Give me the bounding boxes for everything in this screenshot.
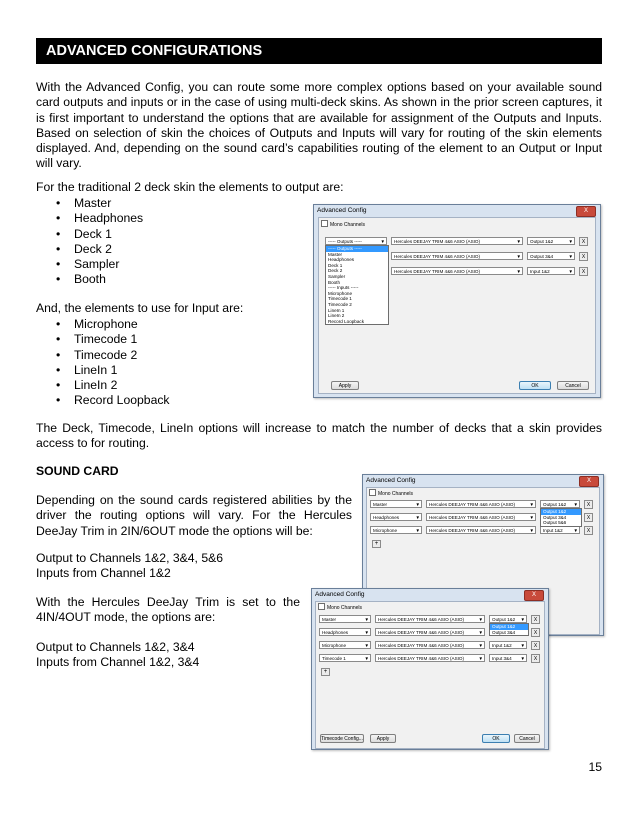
- list-item: • Deck 2: [56, 241, 112, 256]
- intro-paragraph: With the Advanced Config, you can route some more complex options based on your available sound card outputs and inputs or in the case of using multi-deck skins. As shown in the prior screen captures, it is first important to understand the options that are available for assignment of the Outputs and Inputs. Based on selection of skin the choices of Outputs and Inputs will vary for routing of the skin elements displayed. And, depending on the sound card’s capabilities routing of the element to an Output or Input will vary.: [36, 80, 602, 171]
- element-dropdown-list: [325, 245, 389, 325]
- dropdown-option[interactable]: Microphone: [328, 290, 353, 296]
- device-select[interactable]: Hercules DEEJAY TRIM 4&6 ASIO (ASIO) ▼: [391, 237, 523, 245]
- list-item: • Record Loopback: [56, 393, 170, 408]
- close-button[interactable]: X: [576, 206, 596, 217]
- remove-row-button[interactable]: X: [584, 526, 593, 535]
- channel-select[interactable]: Output 1&2 ▼: [489, 615, 527, 623]
- advanced-config-dialog: [311, 588, 549, 750]
- dropdown-option[interactable]: Deck 1: [328, 262, 343, 268]
- list-item: • LineIn 2: [56, 378, 118, 393]
- dropdown-option[interactable]: Master: [328, 251, 343, 257]
- mono-channels-checkbox[interactable]: Mono Channels: [318, 603, 362, 612]
- ok-button[interactable]: OK: [482, 734, 510, 743]
- section-header: ADVANCED CONFIGURATIONS: [36, 38, 602, 64]
- list-item: • Sampler: [56, 257, 120, 272]
- element-select[interactable]: Microphone ▼: [370, 526, 422, 534]
- element-select[interactable]: Microphone ▼: [319, 641, 371, 649]
- dropdown-option[interactable]: Output 1&2: [541, 509, 581, 515]
- deck-note: The Deck, Timecode, LineIn options will increase to match the number of decks that a skin provides access to for routing.: [36, 421, 602, 451]
- dropdown-option[interactable]: Headphones: [328, 257, 355, 263]
- dropdown-option[interactable]: Output 1&2: [490, 624, 528, 630]
- remove-row-button[interactable]: X: [584, 500, 593, 509]
- list-item: • Microphone: [56, 317, 138, 331]
- device-select[interactable]: Hercules DEEJAY TRIM 4&6 ASIO (ASIO) ▼: [375, 628, 485, 636]
- advanced-config-dialog: [313, 204, 601, 398]
- timecode-config-button[interactable]: Timecode Config...: [321, 736, 363, 742]
- element-select[interactable]: Master ▼: [319, 615, 371, 623]
- device-select[interactable]: Hercules DEEJAY TRIM 4&6 ASIO (ASIO) ▼: [375, 615, 485, 623]
- add-row-button[interactable]: +: [372, 540, 381, 548]
- remove-row-button[interactable]: X: [579, 252, 588, 261]
- sound-card-line: Inputs from Channel 1&2, 3&4: [36, 655, 200, 669]
- dropdown-option[interactable]: ----- Inputs -----: [328, 285, 359, 291]
- dialog-body: [318, 217, 596, 394]
- list-item: • Deck 1: [56, 226, 112, 241]
- channel-select[interactable]: Input 1&2 ▼: [527, 267, 575, 275]
- dialog-title: Advanced Config: [317, 207, 367, 214]
- remove-row-button[interactable]: X: [531, 641, 540, 650]
- list-item: • Headphones: [56, 211, 144, 226]
- dropdown-option[interactable]: Timecode 2: [328, 301, 352, 307]
- sound-card-paragraph: With the Hercules DeeJay Trim is set to the 4IN/4OUT mode, the options are:: [36, 595, 300, 625]
- channel-select[interactable]: Output 1&2 ▼: [540, 500, 580, 508]
- remove-row-button[interactable]: X: [579, 237, 588, 246]
- dialog-body: [315, 601, 545, 749]
- input-intro: And, the elements to use for Input are:: [36, 301, 244, 315]
- channel-select[interactable]: Input 1&2 ▼: [489, 641, 527, 649]
- ok-button[interactable]: OK: [519, 381, 551, 390]
- remove-row-button[interactable]: X: [531, 615, 540, 624]
- mono-channels-checkbox[interactable]: Mono Channels: [369, 489, 413, 498]
- list-item: • Booth: [56, 272, 106, 287]
- mono-channels-checkbox[interactable]: Mono Channels: [321, 220, 365, 229]
- sound-card-line: Inputs from Channel 1&2: [36, 566, 171, 580]
- element-select[interactable]: Master ▼: [370, 500, 422, 508]
- close-button[interactable]: X: [524, 590, 544, 601]
- device-select[interactable]: Hercules DEEJAY TRIM 4&6 ASIO (ASIO) ▼: [426, 513, 536, 521]
- list-item: • Timecode 2: [56, 347, 138, 362]
- channel-dropdown-list: [489, 623, 529, 636]
- output-intro: For the traditional 2 deck skin the elements to output are:: [36, 180, 344, 194]
- list-item: • Master: [56, 196, 112, 210]
- dropdown-option[interactable]: Output 5&6: [543, 520, 567, 526]
- channel-select[interactable]: Input 1&2 ▼: [540, 526, 580, 534]
- device-select[interactable]: Hercules DEEJAY TRIM 4&6 ASIO (ASIO) ▼: [391, 267, 523, 275]
- remove-row-button[interactable]: X: [531, 628, 540, 637]
- element-select[interactable]: ----- Outputs ----- ▼: [325, 237, 387, 245]
- device-select[interactable]: Hercules DEEJAY TRIM 4&6 ASIO (ASIO) ▼: [375, 654, 485, 662]
- dialog-title: Advanced Config: [366, 477, 416, 484]
- element-select[interactable]: Timecode 1 ▼: [319, 654, 371, 662]
- channel-select[interactable]: Output 1&2 ▼: [527, 237, 575, 245]
- dropdown-option[interactable]: Sampler: [328, 273, 346, 279]
- dropdown-option[interactable]: Output 3&4: [543, 514, 567, 520]
- list-item: • LineIn 1: [56, 362, 118, 377]
- dropdown-option[interactable]: Timecode 1: [328, 296, 352, 302]
- remove-row-button[interactable]: X: [579, 267, 588, 276]
- apply-button[interactable]: Apply: [370, 734, 396, 743]
- dropdown-option[interactable]: ----- Outputs -----: [326, 246, 388, 252]
- page-number: 15: [588, 760, 602, 774]
- channel-dropdown-list: [540, 508, 582, 527]
- dropdown-option[interactable]: Output 3&4: [492, 629, 516, 635]
- device-select[interactable]: Hercules DEEJAY TRIM 4&6 ASIO (ASIO) ▼: [426, 526, 536, 534]
- device-select[interactable]: Hercules DEEJAY TRIM 4&6 ASIO (ASIO) ▼: [426, 500, 536, 508]
- dropdown-option[interactable]: Deck 2: [328, 268, 343, 274]
- close-button[interactable]: X: [579, 476, 599, 487]
- sound-card-line: Output to Channels 1&2, 3&4, 5&6: [36, 551, 224, 565]
- dropdown-option[interactable]: Booth: [328, 279, 341, 285]
- output-list: [56, 196, 143, 288]
- dropdown-option[interactable]: LineIn 2: [328, 313, 345, 319]
- device-select[interactable]: Hercules DEEJAY TRIM 4&6 ASIO (ASIO) ▼: [391, 252, 523, 260]
- cancel-button[interactable]: Cancel: [557, 381, 589, 390]
- cancel-button[interactable]: Cancel: [514, 734, 540, 743]
- sound-card-title: SOUND CARD: [36, 464, 119, 478]
- remove-row-button[interactable]: X: [584, 513, 593, 522]
- add-row-button[interactable]: +: [321, 668, 330, 676]
- input-list: [56, 317, 170, 409]
- dropdown-option[interactable]: Record Loopback: [328, 318, 365, 324]
- sound-card-paragraph: Depending on the sound cards registered abilities by the driver the routing options will vary. For the Hercules DeeJay Trim in 2IN/6OUT mode the options will be:: [36, 493, 352, 538]
- apply-button[interactable]: Apply: [331, 381, 359, 390]
- remove-row-button[interactable]: X: [531, 654, 540, 663]
- sound-card-line: Output to Channels 1&2, 3&4: [36, 640, 195, 654]
- dropdown-option[interactable]: LineIn 1: [328, 307, 345, 313]
- channel-select[interactable]: Output 3&4 ▼: [527, 252, 575, 260]
- list-item: • Timecode 1: [56, 332, 138, 347]
- channel-select[interactable]: Input 3&4 ▼: [489, 654, 527, 662]
- dialog-title: Advanced Config: [315, 591, 365, 598]
- device-select[interactable]: Hercules DEEJAY TRIM 4&6 ASIO (ASIO) ▼: [375, 641, 485, 649]
- element-select[interactable]: Headphones ▼: [370, 513, 422, 521]
- element-select[interactable]: Headphones ▼: [319, 628, 371, 636]
